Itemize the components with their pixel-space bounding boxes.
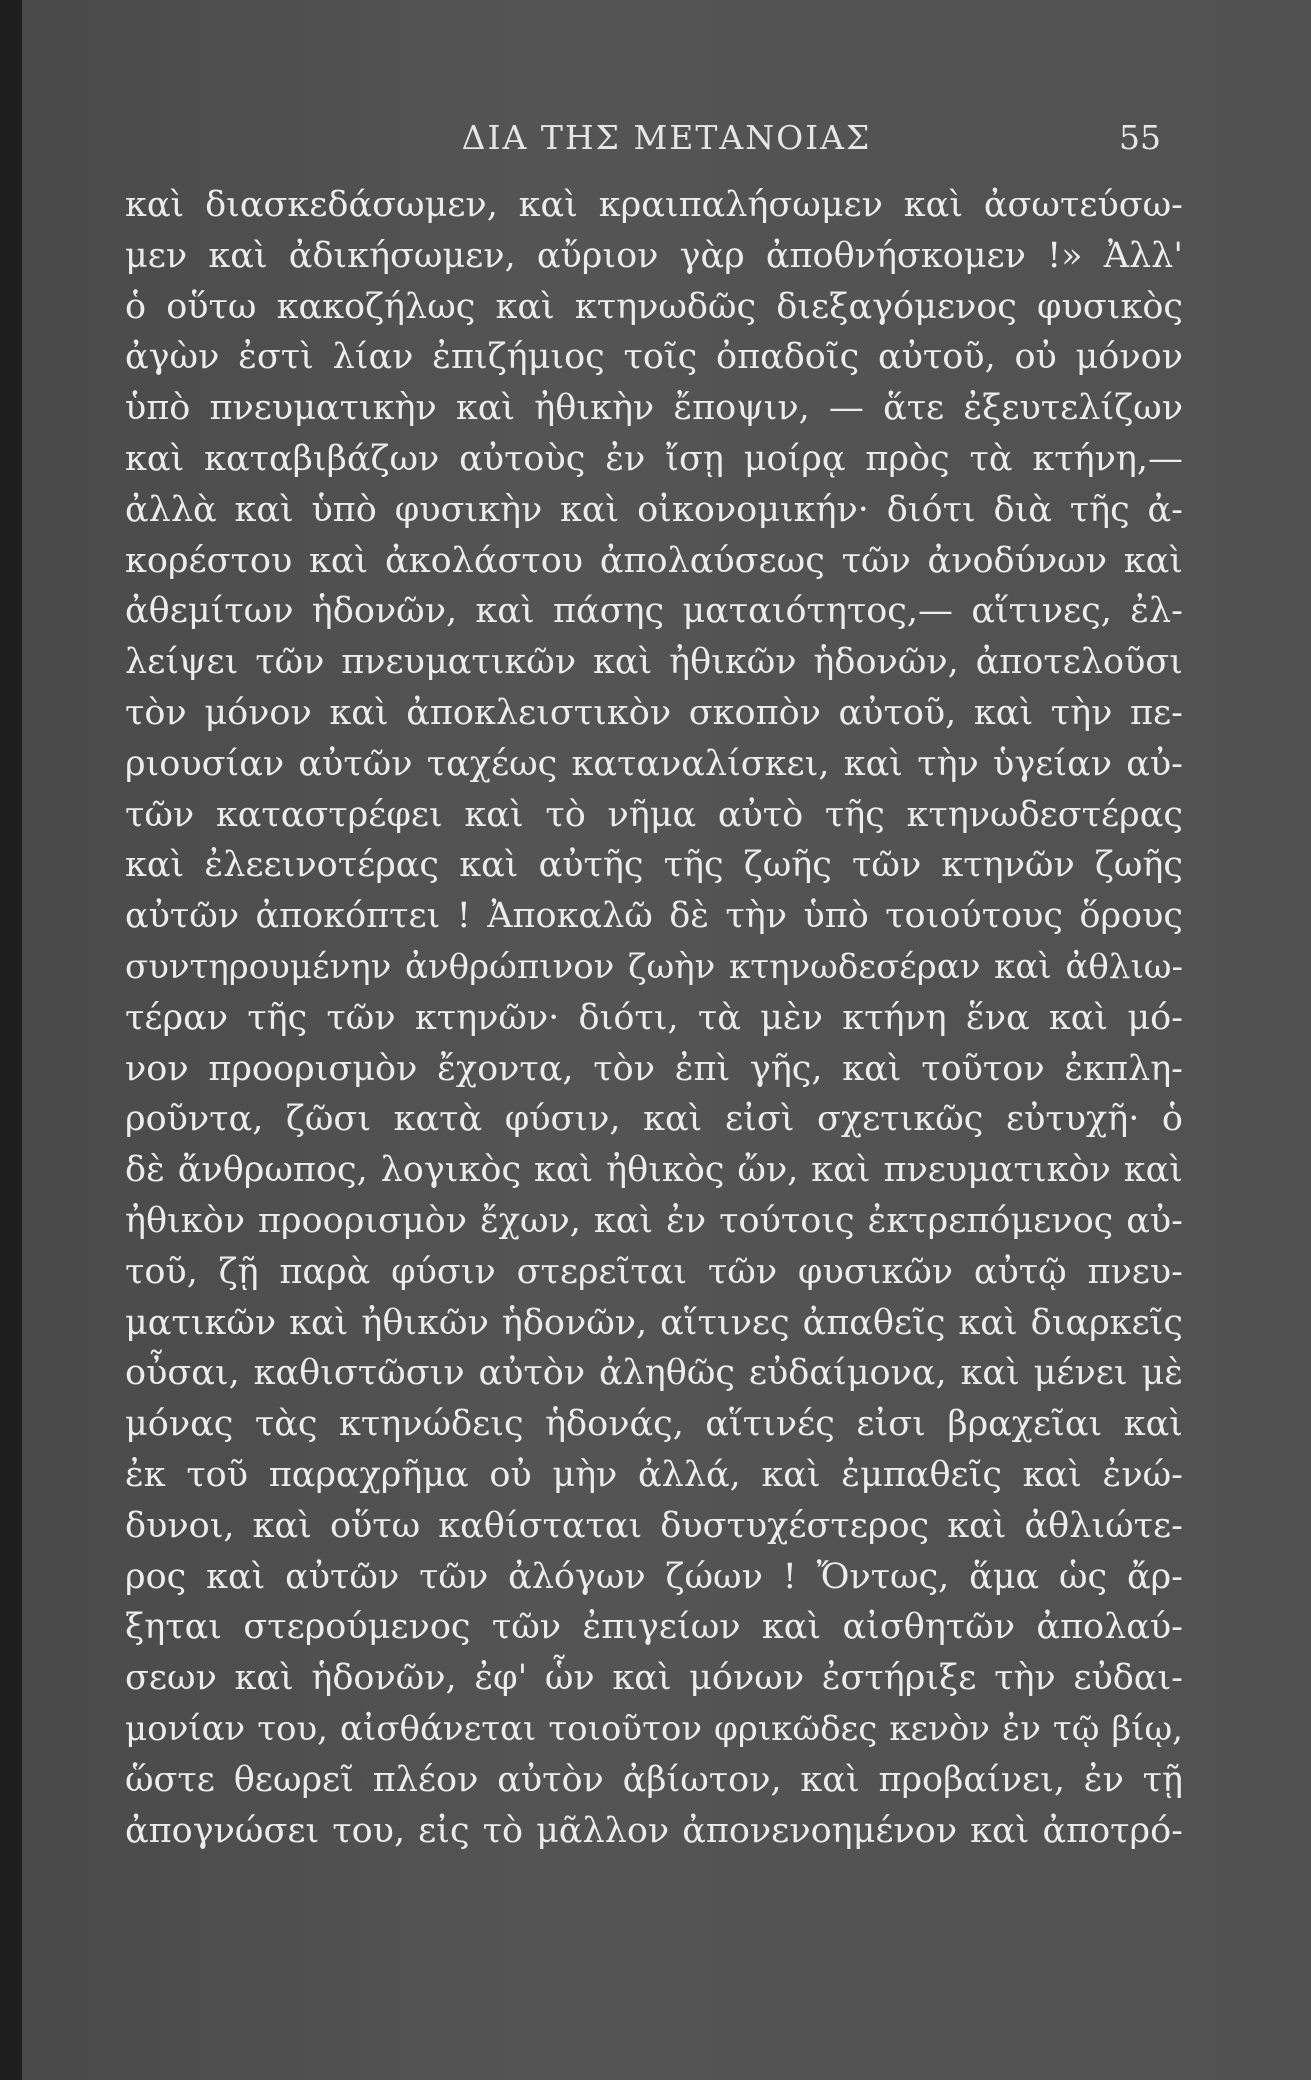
scan-edge — [0, 0, 22, 2080]
text-line: δυνοι, καὶ οὕτω καθίσταται δυστυχέστερος καὶ ἀθλιώτε- — [125, 1505, 1183, 1546]
text-line: ροῦντα, ζῶσι κατὰ φύσιν, καὶ εἰσὶ σχετικῶς εὐτυχῆ· ὁ — [125, 1099, 1183, 1140]
text-line: τὸν μόνον καὶ ἀποκλειστικὸν σκοπὸν αὐτοῦ, καὶ τὴν πε- — [125, 692, 1183, 733]
text-line: σεων καὶ ἡδονῶν, ἐφ' ὧν καὶ μόνων ἐστήριξε τὴν εὐδαι- — [125, 1658, 1183, 1699]
text-line: ματικῶν καὶ ἠθικῶν ἡδονῶν, αἵτινες ἀπαθεῖς καὶ διαρκεῖς — [125, 1302, 1183, 1343]
text-line: τέραν τῆς τῶν κτηνῶν· διότι, τὰ μὲν κτήνη ἕνα καὶ μό- — [125, 997, 1183, 1038]
text-line: ἠθικὸν προορισμὸν ἔχων, καὶ ἐν τούτοις ἐκτρεπόμενος αὐ- — [125, 1200, 1183, 1241]
book-page — [22, 0, 1311, 2080]
running-title: ΔΙΑ ΤΗΣ ΜΕΤΑΝΟΙΑΣ — [461, 118, 872, 157]
text-line: καὶ διασκεδάσωμεν, καὶ κραιπαλήσωμεν καὶ ἀσωτεύσω- — [125, 185, 1183, 225]
text-line: κορέστου καὶ ἀκολάστου ἀπολαύσεως τῶν ἀνοδύνων καὶ — [125, 540, 1183, 581]
text-line: ὁ οὕτω κακοζήλως καὶ κτηνωδῶς διεξαγόμενος φυσικὸς — [125, 286, 1183, 327]
text-line: καὶ ἐλεεινοτέρας καὶ αὐτῆς τῆς ζωῆς τῶν κτηνῶν ζωῆς — [125, 845, 1183, 886]
text-line: ἀπογνώσει του, εἰς τὸ μᾶλλον ἀπονενοημένον καὶ ἀποτρό- — [125, 1810, 1183, 1851]
text-line: καὶ καταβιβάζων αὐτοὺς ἐν ἴσῃ μοίρᾳ πρὸς τὰ κτήνη,— — [125, 438, 1183, 479]
text-line: τῶν καταστρέφει καὶ τὸ νῆμα αὐτὸ τῆς κτηνωδεστέρας — [125, 794, 1183, 835]
text-line: ἀγὼν ἐστὶ λίαν ἐπιζήμιος τοῖς ὀπαδοῖς αὐτοῦ, οὐ μόνον — [125, 337, 1183, 378]
page-number: 55 — [1119, 118, 1161, 157]
text-line: οὖσαι, καθιστῶσιν αὐτὸν ἀληθῶς εὐδαίμονα, καὶ μένει μὲ — [125, 1353, 1183, 1394]
text-line: ὑπὸ πνευματικὴν καὶ ἠθικὴν ἔποψιν, — ἅτε ἐξευτελίζων — [125, 388, 1183, 429]
text-line: μεν καὶ ἀδικήσωμεν, αὔριον γὰρ ἀποθνήσκομεν !» Ἀλλ' — [125, 235, 1183, 276]
text-line: ἀλλὰ καὶ ὑπὸ φυσικὴν καὶ οἰκονομικήν· διότι διὰ τῆς ἀ- — [125, 489, 1183, 530]
text-line: ἐκ τοῦ παραχρῆμα οὐ μὴν ἀλλά, καὶ ἐμπαθεῖς καὶ ἐνώ- — [125, 1454, 1183, 1495]
text-line: ὥστε θεωρεῖ πλέον αὐτὸν ἀβίωτον, καὶ προβαίνει, ἐν τῇ — [125, 1759, 1183, 1800]
text-line: ριουσίαν αὐτῶν ταχέως καταναλίσκει, καὶ τὴν ὑγείαν αὐ- — [125, 743, 1183, 784]
text-line: δὲ ἄνθρωπος, λογικὸς καὶ ἠθικὸς ὤν, καὶ πνευματικὸν καὶ — [125, 1150, 1183, 1191]
text-line: νον προορισμὸν ἔχοντα, τὸν ἐπὶ γῆς, καὶ τοῦτον ἐκπλη- — [125, 1048, 1183, 1089]
text-line: ξηται στερούμενος τῶν ἐπιγείων καὶ αἰσθητῶν ἀπολαύ- — [125, 1607, 1183, 1648]
text-line: ἀθεμίτων ἡδονῶν, καὶ πάσης ματαιότητος,— αἵτινες, ἐλ- — [125, 591, 1183, 632]
text-line: συντηρουμένην ἀνθρώπινον ζωὴν κτηνωδεσέραν καὶ ἀθλιω- — [125, 946, 1183, 987]
body-text — [125, 180, 1183, 1856]
page-header — [22, 118, 1311, 168]
text-line: μονίαν του, αἰσθάνεται τοιοῦτον φρικῶδες κενὸν ἐν τῷ βίῳ, — [125, 1708, 1183, 1749]
text-line: μόνας τὰς κτηνώδεις ἡδονάς, αἵτινές εἰσι βραχεῖαι καὶ — [125, 1404, 1183, 1445]
text-line: αὐτῶν ἀποκόπτει ! Ἀποκαλῶ δὲ τὴν ὑπὸ τοιούτους ὅρους — [125, 896, 1183, 937]
text-line: τοῦ, ζῇ παρὰ φύσιν στερεῖται τῶν φυσικῶν αὐτῷ πνευ- — [125, 1251, 1183, 1292]
text-line: λείψει τῶν πνευματικῶν καὶ ἠθικῶν ἡδονῶν, ἀποτελοῦσι — [125, 642, 1183, 683]
text-line: ρος καὶ αὐτῶν τῶν ἀλόγων ζώων ! Ὄντως, ἅμα ὡς ἄρ- — [125, 1556, 1183, 1597]
